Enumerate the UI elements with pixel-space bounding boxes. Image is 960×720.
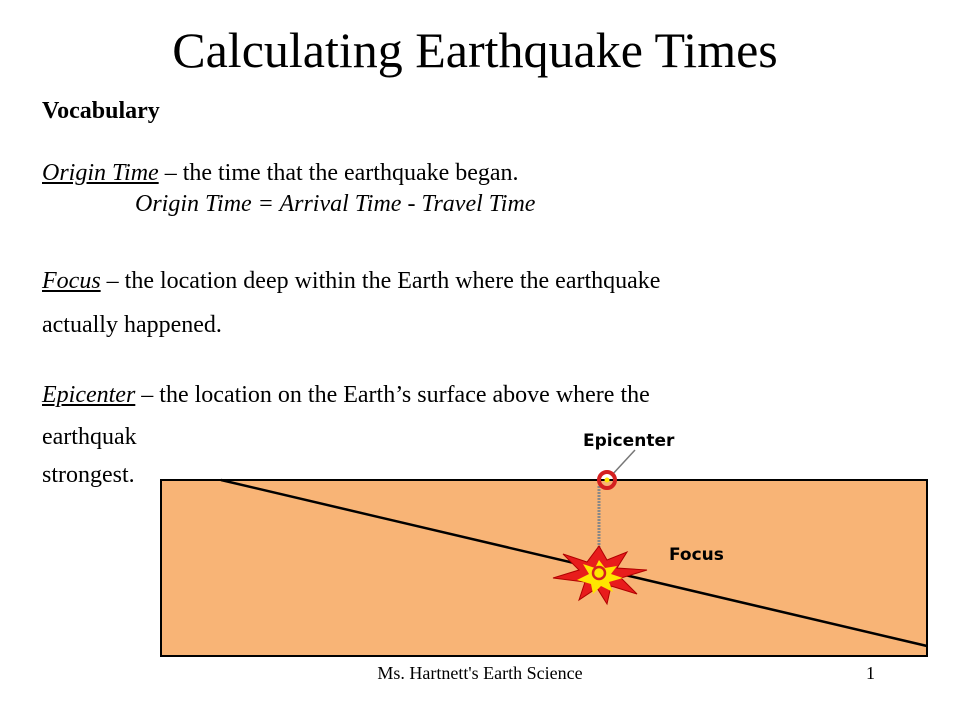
footer-credit: Ms. Hartnett's Earth Science xyxy=(377,663,583,683)
focus-definition xyxy=(42,266,660,296)
epicenter-definition-cont2: strongest. xyxy=(42,462,135,488)
vocabulary-heading: Vocabulary xyxy=(42,98,160,124)
origin-time-definition xyxy=(42,158,519,188)
earthquake-diagram xyxy=(159,428,929,658)
earth-crust-block xyxy=(161,480,927,656)
epicenter-definition xyxy=(42,380,650,410)
focus-text: – the location deep within the Earth where the earthquake xyxy=(100,268,661,294)
slide-title: Calculating Earthquake Times xyxy=(172,22,778,78)
epicenter-definition-cont: earthquak xyxy=(42,424,137,450)
focus-definition-cont: actually happened. xyxy=(42,312,222,338)
focus-term: Focus xyxy=(42,268,101,294)
epicenter-label: Epicenter xyxy=(583,431,675,451)
origin-time-formula: Origin Time = Arrival Time - Travel Time xyxy=(135,191,536,217)
epicenter-text: – the location on the Earth’s surface above where the xyxy=(135,382,650,408)
origin-time-term: Origin Time xyxy=(42,160,159,186)
page-number: 1 xyxy=(866,663,875,683)
origin-time-text: – the time that the earthquake began. xyxy=(158,160,519,186)
focus-label: Focus xyxy=(669,545,724,565)
epicenter-term: Epicenter xyxy=(42,382,136,408)
epicenter-pointer xyxy=(611,450,635,476)
